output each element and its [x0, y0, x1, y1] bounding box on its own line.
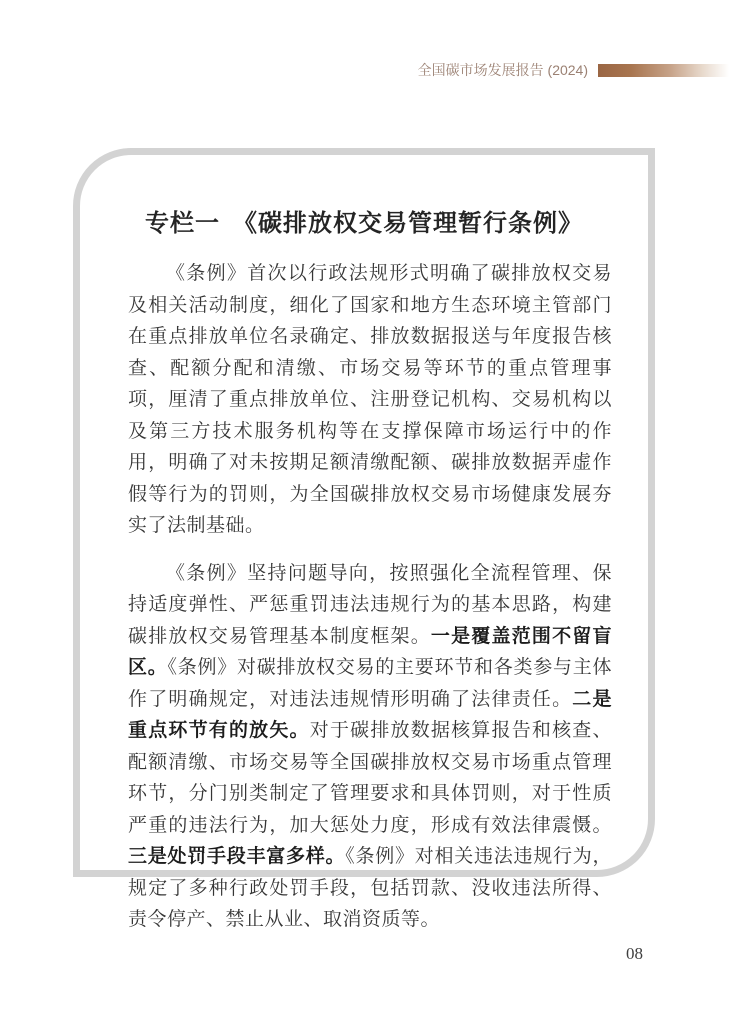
text-run: 《条例》对相关违法违规行为，规定了多种行政处罚手段，包括罚款、没收违法所得、责令停产、禁止从业、取消资质等。 [128, 846, 612, 930]
callout-box [73, 148, 655, 930]
emphasis-run: 二是重点环节有的放矢。 [128, 688, 612, 741]
callout-box-body [80, 258, 648, 936]
header-accent-bar [598, 64, 729, 77]
emphasis-run: 一是覆盖范围不留盲区。 [128, 625, 612, 678]
paragraph-1 [128, 258, 612, 542]
running-header-title: 全国碳市场发展报告 (2024) [417, 62, 588, 78]
text-run: 《条例》对碳排放权交易的主要环节和各类参与主体作了明确规定，对违法违规情形明确了法律责任。 [128, 657, 612, 710]
paragraph-2 [128, 558, 612, 936]
text-run: 《条例》坚持问题导向，按照强化全流程管理、保持适度弹性、严惩重罚违法违规行为的基本思路，构建碳排放权交易管理基本制度框架。 [128, 562, 612, 647]
page-number: 08 [626, 944, 643, 963]
callout-box-title: 专栏一 《碳排放权交易管理暂行条例》 [145, 211, 583, 237]
text-run: 《条例》首次以行政法规形式明确了碳排放权交易及相关活动制度，细化了国家和地方生态环境主管部门在重点排放单位名录确定、排放数据报送与年度报告核查、配额分配和清缴、市场交易等环节的重点管理事项，厘清了重点排放单位、注册登记机构、交易机构以及第三方技术服务机构等在支撑保障市场运行中的作用，明确了对未按期足额清缴配额、碳排放数据弄虚作假等行为的罚则，为全国碳排放权交易市场健康发展夯实了法制基础。 [128, 263, 612, 536]
text-run: 对于碳排放数据核算报告和核查、配额清缴、市场交易等全国碳排放权交易市场重点管理环节，分门别类制定了管理要求和具体罚则，对于性质严重的违法行为，加大惩处力度，形成有效法律震慑。 [128, 720, 612, 836]
emphasis-run: 三是处罚手段丰富多样。 [128, 846, 346, 867]
